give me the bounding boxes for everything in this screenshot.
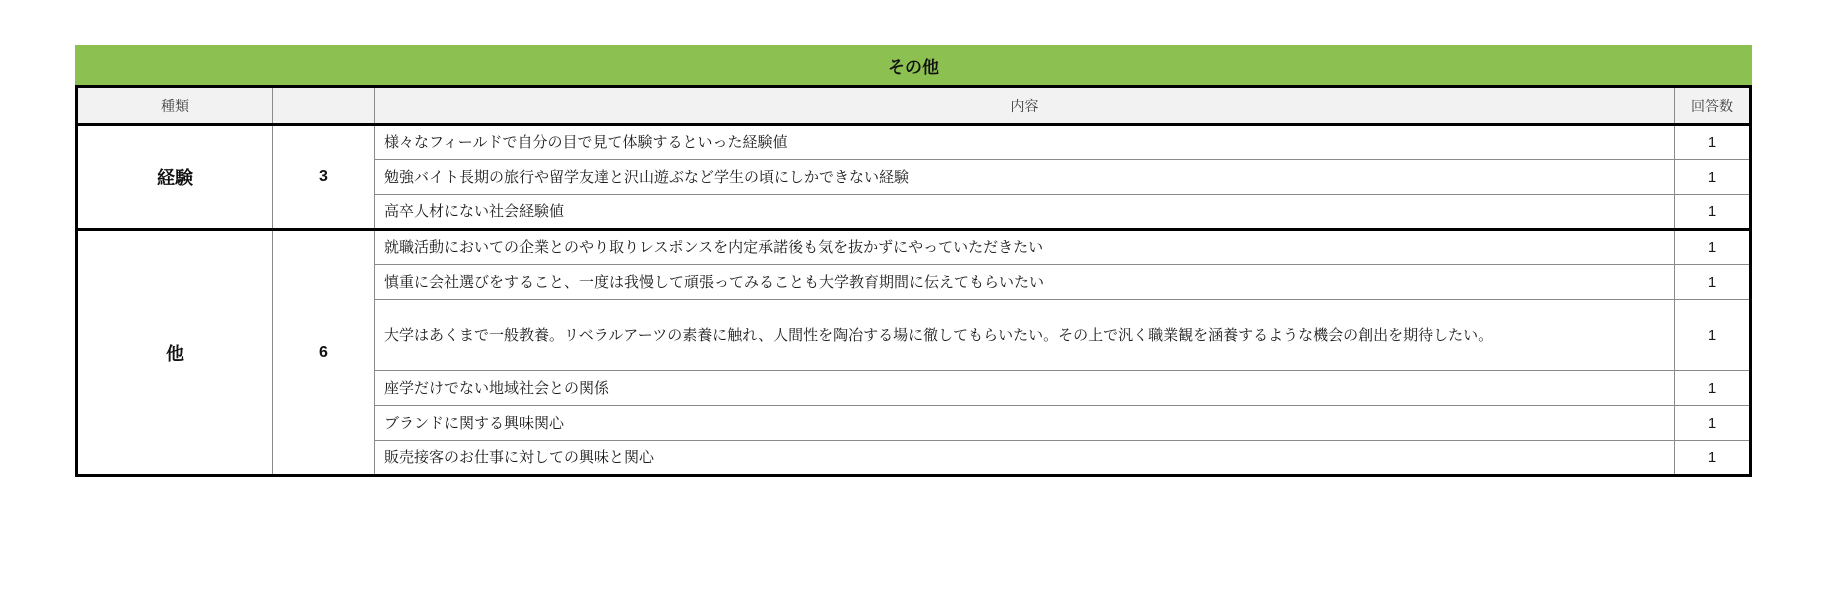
- col-header-kind: 種類: [77, 87, 273, 125]
- table-title-bar: [75, 45, 1752, 85]
- answers-cell: 1: [1675, 195, 1751, 230]
- content-cell: ブランドに関する興味関心: [375, 406, 1675, 441]
- content-cell: 高卒人材にない社会経験値: [375, 195, 1675, 230]
- header-row: [77, 87, 1751, 125]
- group-label-experience: 経験: [77, 125, 273, 230]
- table-row: [77, 230, 1751, 265]
- content-cell: 大学はあくまで一般教養。リベラルアーツの素養に触れ、人間性を陶冶する場に徹してもらいたい。その上で汎く職業観を涵養するような機会の創出を期待したい。: [375, 300, 1675, 371]
- content-cell: 就職活動においての企業とのやり取りレスポンスを内定承諾後も気を抜かずにやっていただきたい: [375, 230, 1675, 265]
- table-title: その他: [888, 57, 939, 77]
- col-header-answers: 回答数: [1675, 87, 1751, 125]
- col-header-content: 内容: [375, 87, 1675, 125]
- group-count-other: 6: [273, 230, 375, 476]
- content-cell: 座学だけでない地域社会との関係: [375, 371, 1675, 406]
- content-cell: 勉強バイト長期の旅行や留学友達と沢山遊ぶなど学生の頃にしかできない経験: [375, 160, 1675, 195]
- answers-cell: 1: [1675, 160, 1751, 195]
- content-cell: 慎重に会社選びをすること、一度は我慢して頑張ってみることも大学教育期間に伝えてもらいたい: [375, 265, 1675, 300]
- answers-cell: 1: [1675, 441, 1751, 476]
- answers-cell: 1: [1675, 371, 1751, 406]
- group-count-experience: 3: [273, 125, 375, 230]
- content-cell: 販売接客のお仕事に対しての興味と関心: [375, 441, 1675, 476]
- page: [75, 45, 1752, 477]
- table-row: [77, 125, 1751, 160]
- answers-cell: 1: [1675, 300, 1751, 371]
- content-cell: 様々なフィールドで自分の目で見て体験するといった経験値: [375, 125, 1675, 160]
- answers-cell: 1: [1675, 406, 1751, 441]
- col-header-count: [273, 87, 375, 125]
- answers-cell: 1: [1675, 230, 1751, 265]
- answers-cell: 1: [1675, 125, 1751, 160]
- group-label-other: 他: [77, 230, 273, 476]
- responses-table: [75, 85, 1752, 477]
- answers-cell: 1: [1675, 265, 1751, 300]
